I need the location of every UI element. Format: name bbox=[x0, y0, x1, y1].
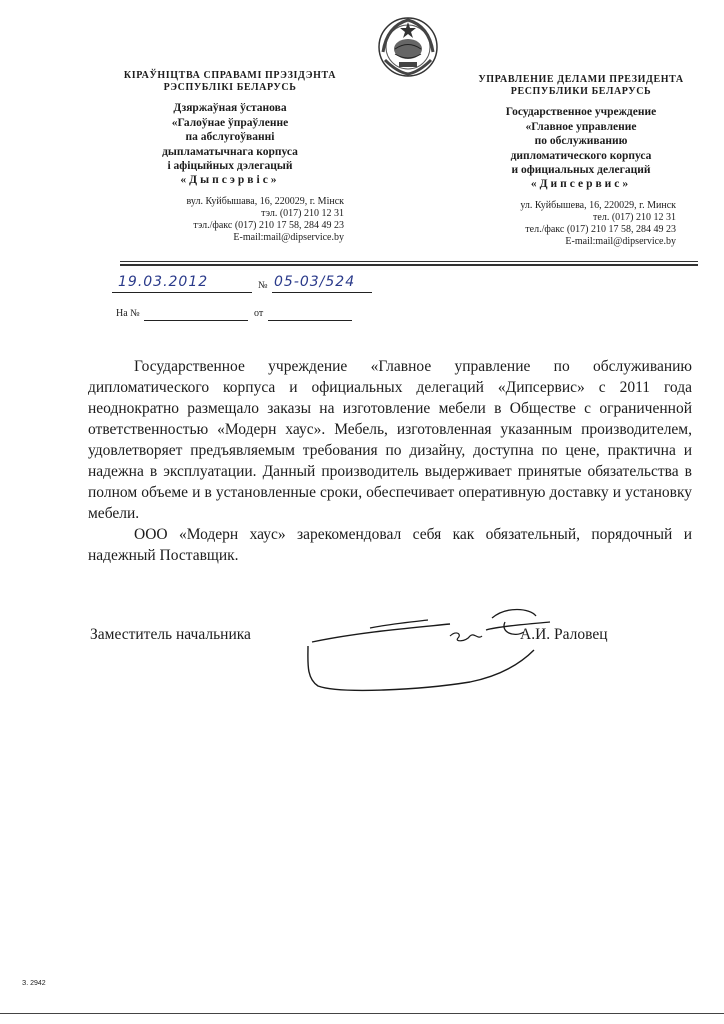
registration-line bbox=[112, 274, 382, 298]
institution-name: Государственное учреждение «Главное управление по обслуживанию дипломатического корпуса и официальных делегаций «Дипсервис» bbox=[456, 105, 706, 191]
letter-body bbox=[88, 356, 692, 566]
agency-country: РЭСПУБЛІКІ БЕЛАРУСЬ bbox=[163, 82, 297, 94]
reference-field bbox=[144, 320, 248, 321]
state-emblem-icon bbox=[377, 16, 439, 78]
signatory-name: А.И. Раловец bbox=[520, 626, 608, 643]
phone: тел. (017) 210 12 31 bbox=[593, 211, 676, 223]
print-code: З. 2942 bbox=[22, 980, 46, 987]
agency-country: РЕСПУБЛИКИ БЕЛАРУСЬ bbox=[510, 86, 652, 98]
handwritten-signature bbox=[300, 602, 560, 697]
body-paragraph: Государственное учреждение «Главное управление по обслуживанию дипломатического корпуса и официальных делегаций «Дипсервис» с 2011 года неоднократно размещало заказы на изготовление мебели в Обществе с ограниченной ответственностью «Модерн хаус». Мебель, изготовленная указанным производителем, удовлетворяет предъявляемым требования по дизайну, доступна по цене, практична и надежна в эксплуатации. Данный производитель выдерживает принятые обязательства в полном объеме и в установленные сроки, обеспечивает оперативную доставку и установку мебели. bbox=[88, 358, 692, 522]
outgoing-date: 19.03.2012 bbox=[118, 274, 209, 290]
number-sign: № bbox=[258, 280, 268, 291]
header-right bbox=[456, 74, 706, 248]
body-paragraph: ООО «Модерн хаус» зарекомендовал себя как обязательный, порядочный и надежный Поставщик. bbox=[88, 526, 692, 564]
agency-name: УПРАВЛЕНИЕ ДЕЛАМИ ПРЕЗИДЕНТА bbox=[478, 74, 684, 85]
date-underline bbox=[112, 292, 252, 293]
institution-brand: «Дипсервис» bbox=[530, 178, 632, 191]
phone: тэл. (017) 210 12 31 bbox=[261, 207, 344, 219]
number-underline bbox=[272, 292, 372, 293]
header-rule-thick bbox=[120, 264, 698, 266]
outgoing-number: 05-03/524 bbox=[274, 274, 356, 290]
institution-name: Дзяржаўная ўстанова «Галоўнае ўпраўленне па абслугоўванні дыпламатычнага корпуса і афіцыйных дэлегацый «Дыпсэрвіс» bbox=[110, 101, 350, 187]
address: вул. Куйбышава, 16, 220029, г. Мінск bbox=[186, 195, 344, 207]
contact-block bbox=[110, 196, 350, 244]
header-rule bbox=[120, 261, 698, 262]
email: E-mail:mail@dipservice.by bbox=[233, 231, 344, 243]
reference-date-label: от bbox=[254, 308, 264, 319]
page-bottom-rule bbox=[0, 1013, 724, 1014]
reference-date-field bbox=[268, 320, 352, 321]
signatory-title: Заместитель начальника bbox=[90, 626, 251, 643]
reference-label: На № bbox=[116, 308, 140, 319]
address: ул. Куйбышева, 16, 220029, г. Минск bbox=[520, 199, 676, 211]
agency-name: КІРАЎНІЦТВА СПРАВАМІ ПРЭЗІДЭНТА bbox=[123, 70, 337, 81]
fax: тел./факс (017) 210 17 58, 284 49 23 bbox=[525, 223, 676, 235]
contact-block bbox=[456, 200, 706, 248]
fax: тэл./факс (017) 210 17 58, 284 49 23 bbox=[193, 219, 344, 231]
email: E-mail:mail@dipservice.by bbox=[565, 235, 676, 247]
institution-brand: «Дыпсэрвіс» bbox=[180, 174, 280, 187]
header-left bbox=[110, 70, 350, 244]
